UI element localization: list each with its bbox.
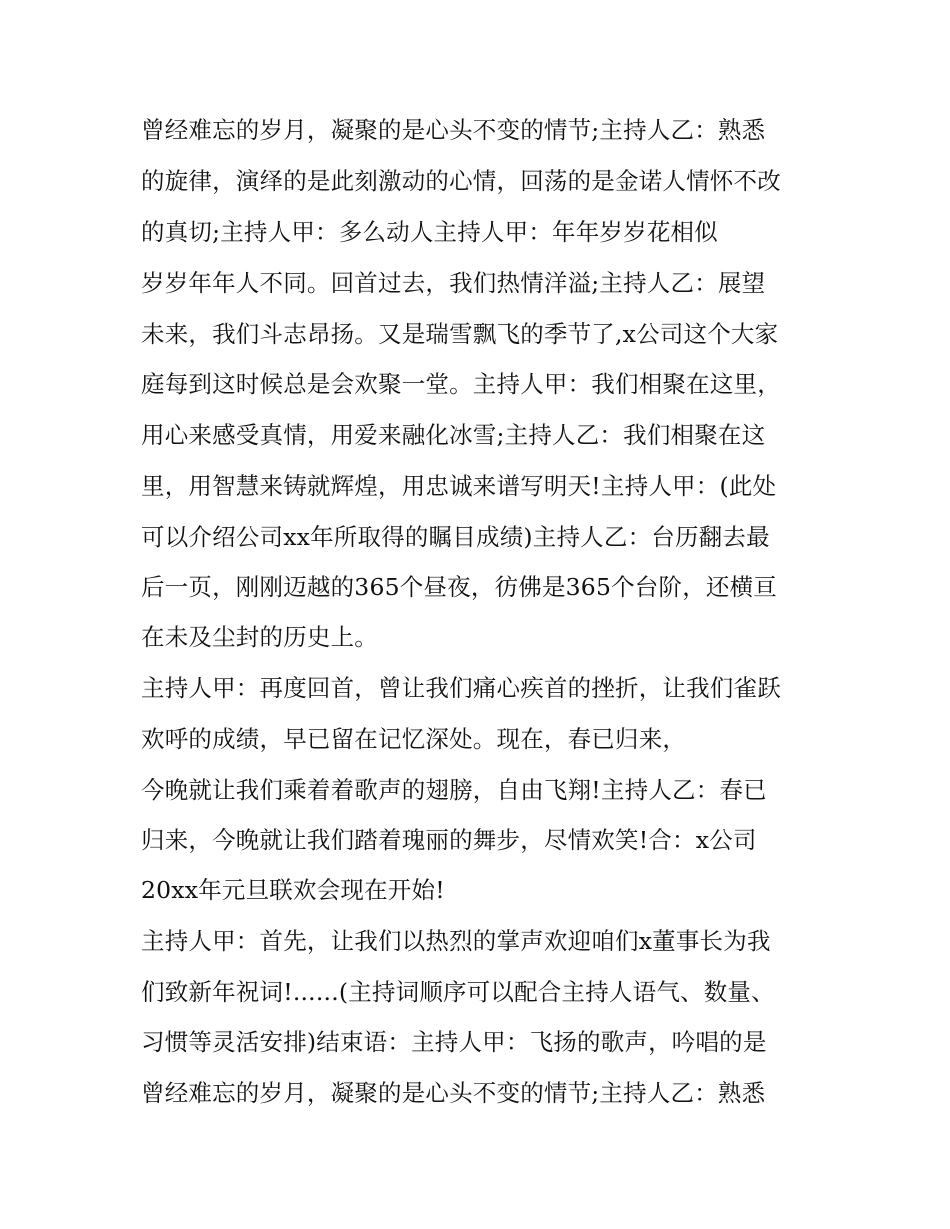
- text-line: 习惯等灵活安排)结束语：主持人甲：飞扬的歌声，吟唱的是: [141, 1028, 767, 1056]
- text-line: 庭每到这时候总是会欢聚一堂。主持人甲：我们相聚在这里，: [141, 370, 781, 398]
- text-line: 们致新年祝词!......(主持词顺序可以配合主持人语气、数量、: [141, 978, 775, 1006]
- text-line: 主持人甲：再度回首，曾让我们痛心疾首的挫折，让我们雀跃: [141, 674, 781, 702]
- text-line: 欢呼的成绩，早已留在记忆深处。现在，春已归来，: [141, 725, 687, 753]
- text-line: 岁岁年年人不同。回首过去，我们热情洋溢;主持人乙：展望: [141, 269, 766, 297]
- text-line: 主持人甲：首先，让我们以热烈的掌声欢迎咱们x董事长为我: [141, 927, 771, 955]
- text-line: 20xx年元旦联欢会现在开始!: [141, 876, 445, 904]
- text-line: 的旋律，演绎的是此刻激动的心情，回荡的是金诺人情怀不改: [141, 167, 781, 195]
- text-line: 后一页，刚刚迈越的365个昼夜，彷佛是365个台阶，还横亘: [141, 573, 778, 601]
- text-line: 的真切;主持人甲：多么动人主持人甲：年年岁岁花相似: [141, 218, 718, 246]
- text-line: 今晚就让我们乘着着歌声的翅膀，自由飞翔!主持人乙：春已: [141, 776, 767, 804]
- text-line: 未来，我们斗志昂扬。又是瑞雪飘飞的季节了,x公司这个大家: [141, 320, 779, 348]
- text-line: 可以介绍公司xx年所取得的瞩目成绩)主持人乙：台历翻去最: [141, 523, 770, 551]
- text-line: 曾经难忘的岁月，凝聚的是心头不变的情节;主持人乙：熟悉: [141, 1079, 766, 1107]
- text-line: 在未及尘封的历史上。: [141, 623, 378, 651]
- text-line: 用心来感受真情，用爱来融化冰雪;主持人乙：我们相聚在这: [141, 421, 766, 449]
- text-line: 曾经难忘的岁月，凝聚的是心头不变的情节;主持人乙：熟悉: [141, 116, 766, 144]
- text-line: 归来，今晚就让我们踏着瑰丽的舞步，尽情欢笑!合：x公司: [141, 826, 757, 854]
- text-line: 里，用智慧来铸就辉煌，用忠诚来谱写明天!主持人甲：(此处: [141, 472, 777, 500]
